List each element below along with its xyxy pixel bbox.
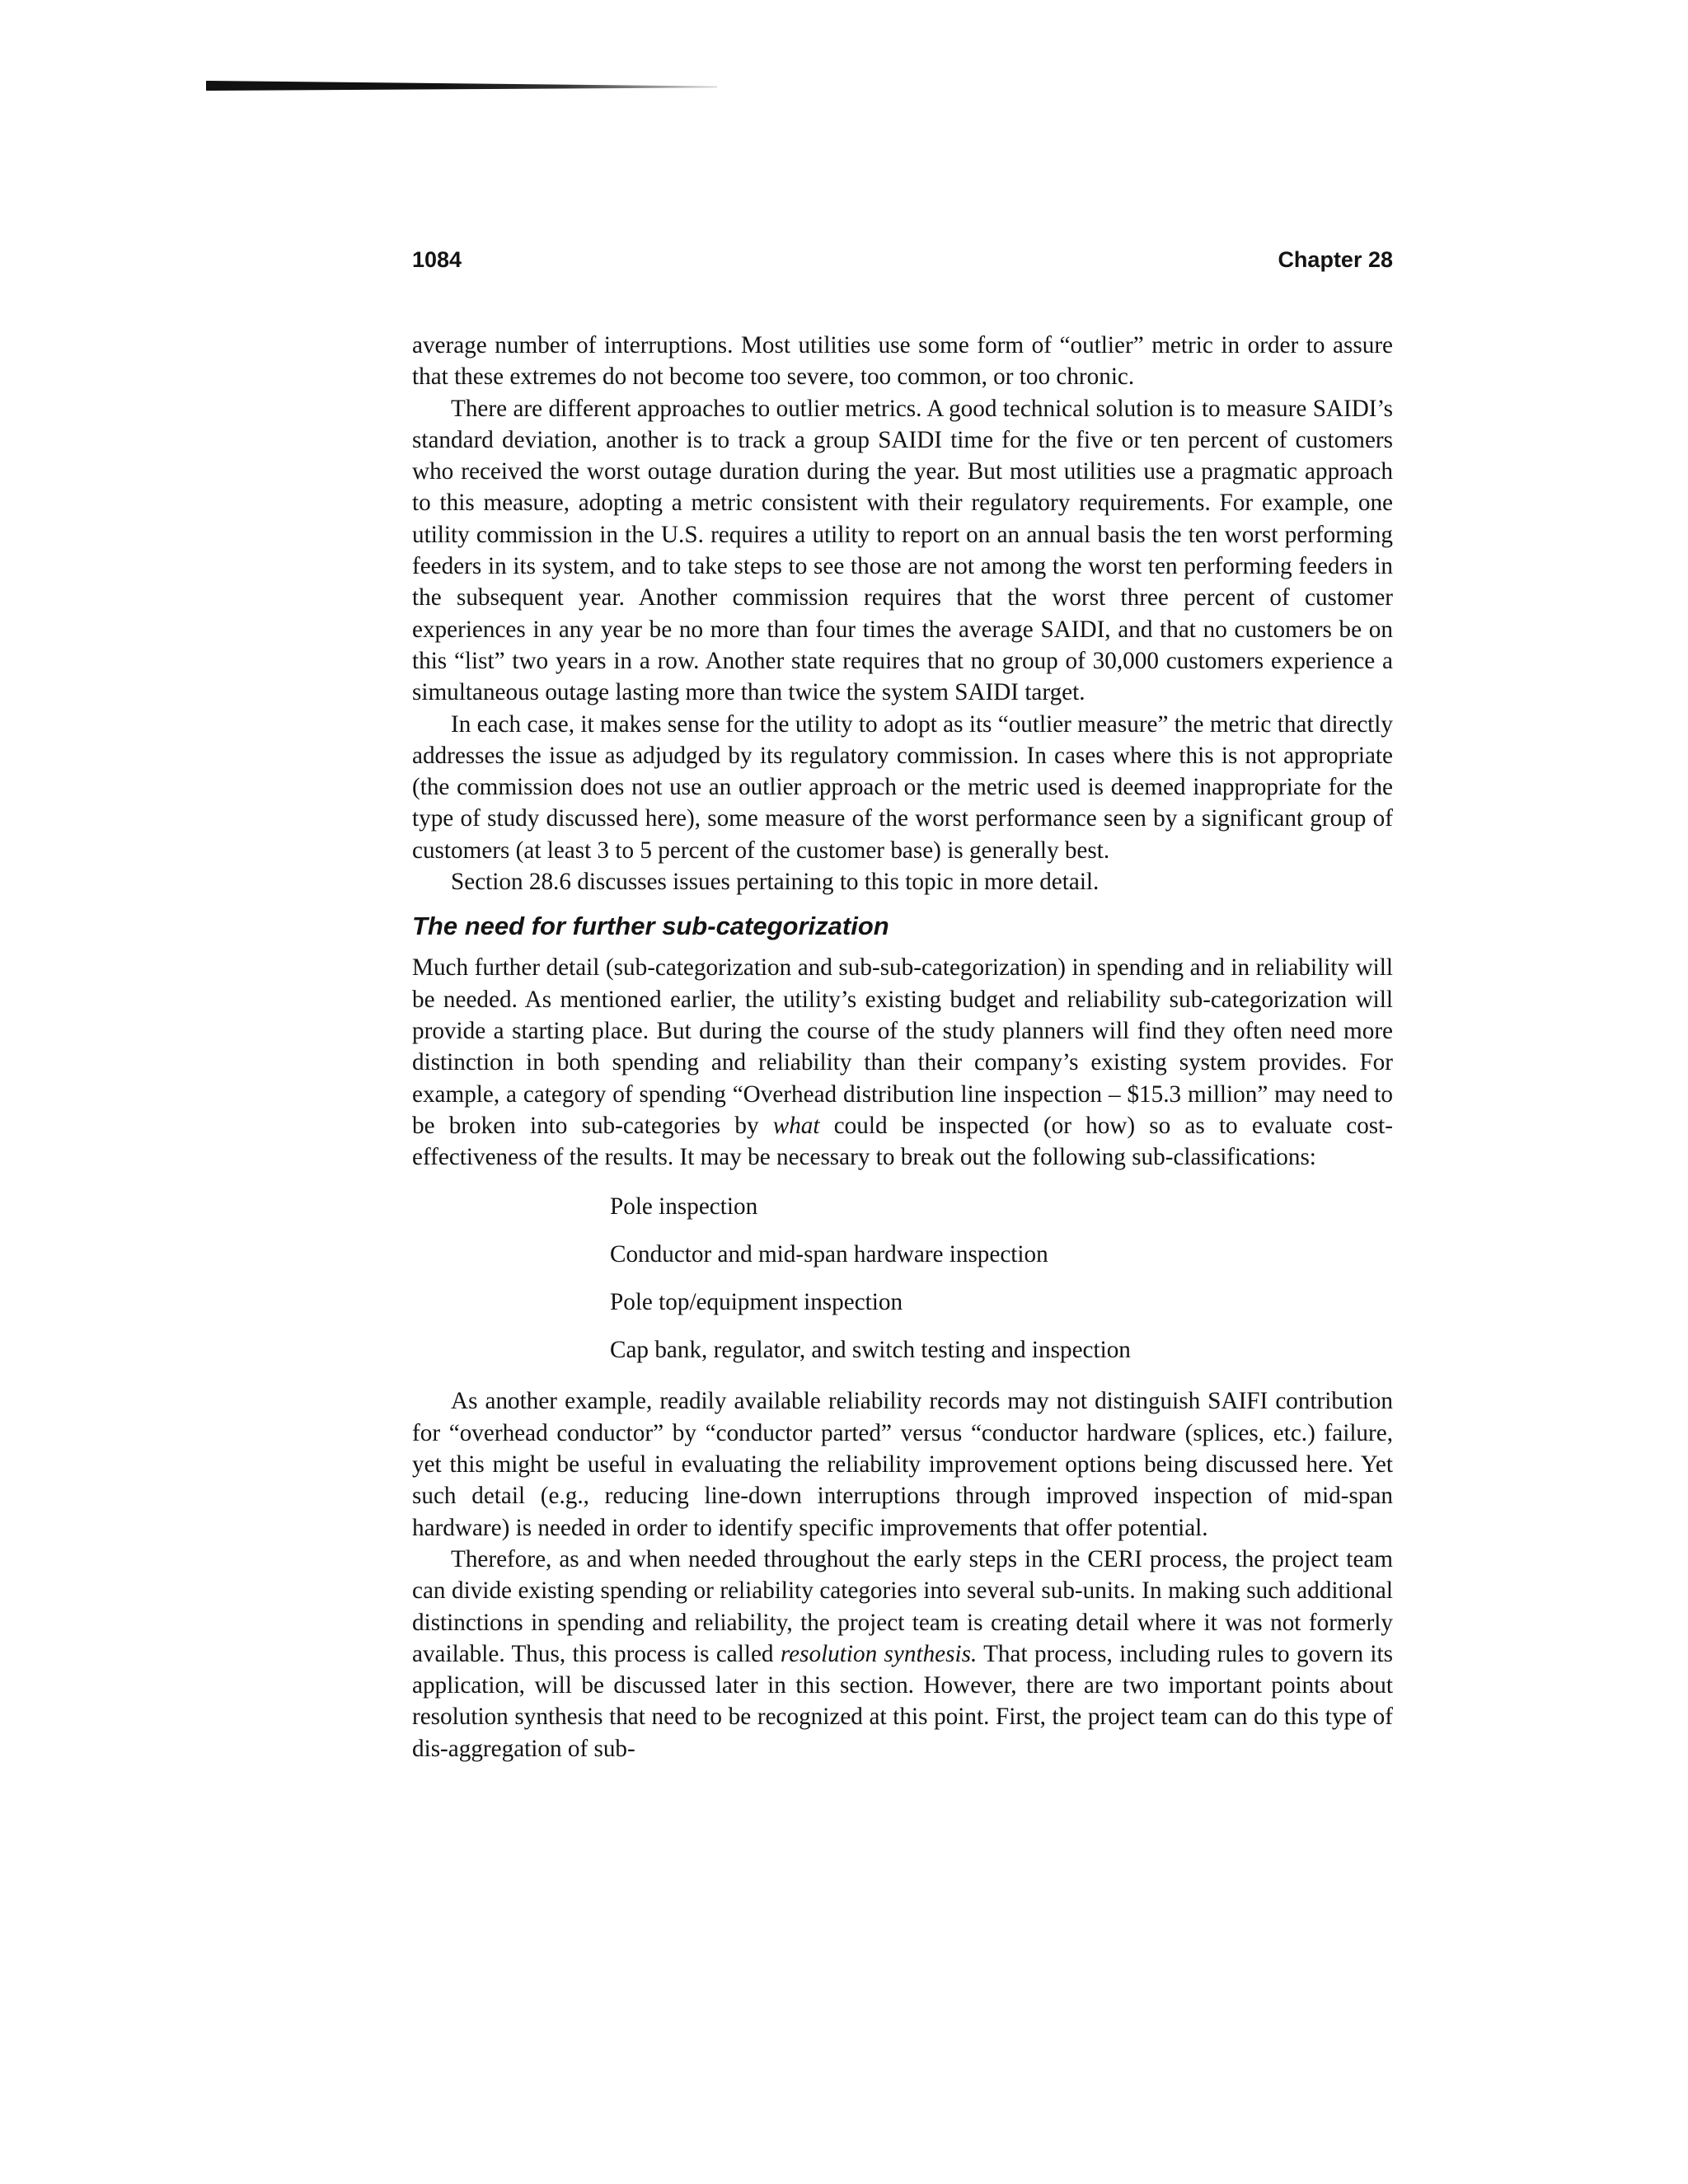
paragraph-resolution-synthesis bbox=[412, 1544, 1393, 1765]
paragraph-text: Therefore, as and when needed throughout the early steps in the CERI process, the project team can divide existing spending or reliability categories into several sub-units. In making such additional distinctions in spending and reliability, the project team is creating detail where it was not formerly available. Thus, this process is called bbox=[412, 1545, 1393, 1667]
page-body bbox=[412, 330, 1393, 1765]
paragraph-text: could be inspected (or how) so as to evaluate cost-effectiveness of the results. It may be necessary to break out the following sub-classifications: bbox=[412, 1112, 1393, 1171]
list-item: Cap bank, regulator, and switch testing and inspection bbox=[610, 1337, 1131, 1364]
page-header bbox=[412, 247, 1393, 280]
section-heading: The need for further sub-categorization bbox=[412, 912, 889, 941]
paragraph-text: Much further detail (sub-categorization and sub-sub-categorization) in spending and in reliability will be needed. As mentioned earlier, the utility’s existing budget and reliability sub-categorization will provide a starting place. But during the course of the study planners will find they often need more distinction in both spending and reliability than their company’s existing system provides. For example, a category of spending “Overhead distribution line inspection – $15.3 million” may need to be broken into sub-categories by bbox=[412, 954, 1393, 1139]
paragraph-continued: average number of interruptions. Most utilities use some form of “outlier” metric in order to assure that these extremes do not become too severe, too common, or too chronic. bbox=[412, 332, 1393, 391]
paragraph-sub-categorization bbox=[412, 952, 1393, 1173]
sub-classification-list bbox=[610, 1183, 1393, 1374]
paragraph-outlier-approaches: There are different approaches to outlier metrics. A good technical solution is to measure SAIDI’s standard deviation, another is to track a group SAIDI time for the five or ten percent of customers who received the worst outage duration during the year. But most utilities use a pragmatic approach to this measure, adopting a metric consistent with their regulatory requirements. For example, one utility commission in the U.S. requires a utility to report on an annual basis the ten worst performing feeders in its system, and to take steps to see those are not among the worst ten performing feeders in the subsequent year. Another commission requires that the worst three percent of customer experiences in any year be no more than four times the average SAIDI, and that no customers be on this “list” two years in a row. Another state requires that no group of 30,000 customers experience a simultaneous outage lasting more than twice the system SAIDI target. bbox=[412, 395, 1393, 706]
paragraph-another-example: As another example, readily available reliability records may not distinguish SAIFI contribution for “overhead conductor” by “conductor parted” versus “conductor hardware (splices, etc.) failure, yet this might be useful in evaluating the reliability improvement options being discussed here. Yet such detail (e.g., reducing line-down interruptions through improved inspection of mid-span hardware) is needed in order to identify specific improvements that offer potential. bbox=[412, 1388, 1393, 1541]
paragraph-outlier-measure: In each case, it makes sense for the utility to adopt as its “outlier measure” the metric that directly addresses the issue as adjudged by its regulatory commission. In cases where this is not appropriate (the commission does not use an outlier approach or the metric used is deemed inappropriate for the type of study discussed here), some measure of the worst performance seen by a significant group of customers (at least 3 to 5 percent of the customer base) is generally best. bbox=[412, 710, 1393, 864]
paragraph-section-reference: Section 28.6 discusses issues pertaining to this topic in more detail. bbox=[451, 869, 1100, 896]
page-number: 1084 bbox=[412, 247, 462, 272]
chapter-label: Chapter 28 bbox=[1278, 247, 1393, 272]
list-item: Conductor and mid-span hardware inspection bbox=[610, 1241, 1048, 1268]
paragraph-text: That process, including rules to govern its application, will be discussed later in this section. However, there are two important points about resolution synthesis that need to be recognized at this point. First, the project team can do this type of dis-aggregation of sub- bbox=[412, 1640, 1393, 1762]
list-item: Pole top/equipment inspection bbox=[610, 1289, 903, 1316]
top-scan-rule bbox=[206, 81, 717, 91]
emphasis-text: resolution synthesis. bbox=[780, 1640, 978, 1667]
emphasis-text: what bbox=[772, 1112, 820, 1139]
list-item: Pole inspection bbox=[610, 1193, 758, 1221]
